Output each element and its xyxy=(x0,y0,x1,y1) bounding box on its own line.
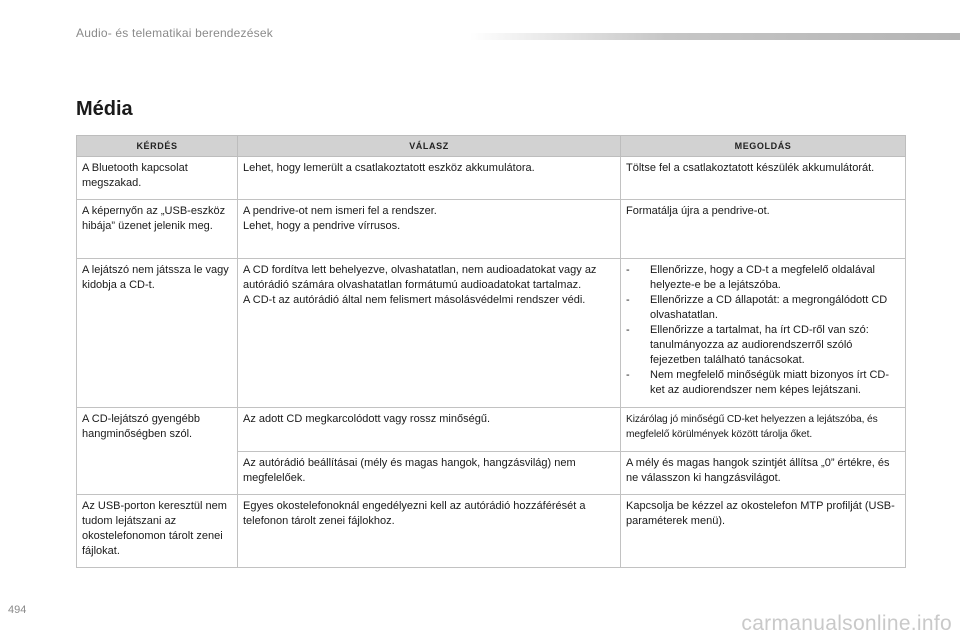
answer-line: Egyes okostelefonoknál engedélyezni kell az autórádió hozzáférését a telefonon tárolt zenei fájlokhoz. xyxy=(243,500,586,527)
solution-list-item: - Ellenőrizze a CD állapotát: a megrongálódott CD olvashatatlan. xyxy=(626,293,900,323)
table-row xyxy=(77,259,906,408)
solution-cell: Kapcsolja be kézzel az okostelefon MTP profilját (USB-paraméterek menü). xyxy=(621,495,906,568)
column-header-answer: VÁLASZ xyxy=(238,136,621,157)
solution-cell: Töltse fel a csatlakoztatott készülék akkumulátorát. xyxy=(621,157,906,200)
answer-line: Az autórádió beállításai (mély és magas hangok, hangzásvilág) nem megfelelőek. xyxy=(243,457,576,484)
solution-cell: Formatálja újra a pendrive-ot. xyxy=(621,200,906,259)
solution-list-item: - Ellenőrizze a tartalmat, ha írt CD-ről van szó: tanulmányozza az audiorendszerről szóló fejezetben található tanácsokat. xyxy=(626,323,900,368)
table-row xyxy=(77,157,906,200)
answer-line: Lehet, hogy lemerült a csatlakoztatott eszköz akkumulátora. xyxy=(243,162,535,174)
section-title: Média xyxy=(76,98,133,120)
solution-cell: A mély és magas hangok szintjét állítsa „0” értékre, és ne válasszon ki hangzásvilágot. xyxy=(621,452,906,495)
answer-cell xyxy=(238,408,621,452)
answer-cell xyxy=(238,495,621,568)
table-row xyxy=(77,200,906,259)
solution-cell: Kizárólag jó minőségű CD-ket helyezzen a lejátszóba, és megfelelő körülmények között tárolja őket. xyxy=(621,408,906,452)
header-decorative-bar xyxy=(470,33,960,40)
answer-line: Az adott CD megkarcolódott vagy rossz minőségű. xyxy=(243,413,491,425)
running-header: Audio- és telematikai berendezések xyxy=(76,26,273,40)
answer-cell xyxy=(238,200,621,259)
column-header-solution: MEGOLDÁS xyxy=(621,136,906,157)
watermark: carmanualsonline.info xyxy=(741,612,952,635)
page-number: 494 xyxy=(8,604,27,616)
table-row xyxy=(77,408,906,452)
answer-line: A CD fordítva lett behelyezve, olvashatatlan, nem audioadatokat vagy az autórádió számára olvashatatlan formátumú audioadatokat tartalmaz. xyxy=(243,264,597,291)
answer-line: A pendrive-ot nem ismeri fel a rendszer. xyxy=(243,205,437,217)
question-cell: A képernyőn az „USB-eszköz hibája” üzenet jelenik meg. xyxy=(77,200,238,259)
troubleshooting-table xyxy=(76,135,906,568)
question-cell: A Bluetooth kapcsolat megszakad. xyxy=(77,157,238,200)
solution-list-item: - Ellenőrizze, hogy a CD-t a megfelelő oldalával helyezte-e be a lejátszóba. xyxy=(626,263,900,293)
answer-cell xyxy=(238,259,621,408)
question-cell: Az USB-porton keresztül nem tudom lejátszani az okostelefonomon tárolt zenei fájlokat. xyxy=(77,495,238,568)
table-row xyxy=(77,495,906,568)
answer-cell xyxy=(238,452,621,495)
answer-line: A CD-t az autórádió által nem felismert másolásvédelmi rendszer védi. xyxy=(243,294,586,306)
solution-list xyxy=(626,263,900,398)
table-header-row xyxy=(77,136,906,157)
column-header-question: KÉRDÉS xyxy=(77,136,238,157)
question-cell: A CD-lejátszó gyengébb hangminőségben szól. xyxy=(77,408,238,495)
answer-line: Lehet, hogy a pendrive vírrusos. xyxy=(243,220,401,232)
solution-cell xyxy=(621,259,906,408)
solution-list-item: - Nem megfelelő minőségük miatt bizonyos írt CD-ket az audiorendszer nem képes lejátszani. xyxy=(626,368,900,398)
answer-cell xyxy=(238,157,621,200)
question-cell: A lejátszó nem játssza le vagy kidobja a CD-t. xyxy=(77,259,238,408)
